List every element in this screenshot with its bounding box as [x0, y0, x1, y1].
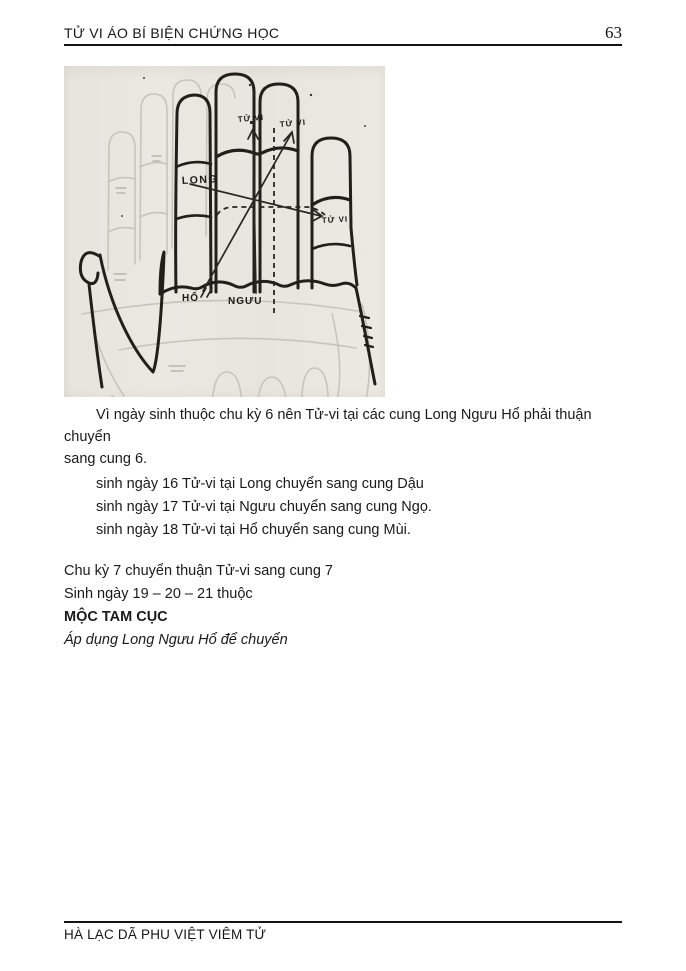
birthday-rule-list [64, 473, 622, 541]
label-nguu: NGƯU [228, 296, 263, 307]
body-text [64, 404, 622, 652]
author-name: HÀ LẠC DÃ PHU VIỆT VIÊM TỬ [64, 927, 267, 942]
label-long: LONG [181, 173, 219, 187]
cycle-7-line: Chu kỳ 7 chuyển thuận Tử-vi sang cung 7 [64, 563, 333, 579]
label-tuvi-middle: TỬ VI [237, 112, 265, 124]
label-tuvi-little: TỬ VI [321, 214, 349, 225]
paragraph-intro [64, 404, 622, 470]
rule-day-16: sinh ngày 16 Tử-vi tại Long chuyển sang cung Dậu [96, 476, 424, 492]
page-header [64, 24, 622, 46]
ghost-hand [82, 80, 370, 397]
book-title: TỬ VI ÁO BÍ BIỆN CHỨNG HỌC [64, 25, 280, 41]
rule-day-17: sinh ngày 17 Tử-vi tại Ngưu chuyển sang cung Ngọ. [96, 499, 432, 515]
page-footer [64, 921, 622, 942]
page-number: 63 [605, 23, 622, 42]
hand-outline [80, 74, 375, 387]
moc-tam-cuc-heading: MỘC TAM CỤC [64, 609, 168, 625]
paragraph-intro-line1: Vì ngày sinh thuộc chu kỳ 6 nên Tử-vi tại các cung Long Ngưu Hổ phải thuận chuyển [64, 407, 592, 445]
paragraph-intro-line2: sang cung 6. [64, 451, 148, 467]
hand-diagram-figure [64, 66, 385, 397]
apply-note: Áp dụng Long Ngưu Hổ để chuyển [64, 632, 288, 648]
label-ho: HỔ [182, 293, 199, 304]
rule-day-18: sinh ngày 18 Tử-vi tại Hổ chuyển sang cung Mùi. [96, 522, 411, 538]
hand-diagram [64, 66, 385, 397]
label-tuvi-ring: TỬ VI [279, 117, 307, 129]
birthdays-19-21-line: Sinh ngày 19 – 20 – 21 thuộc [64, 586, 253, 602]
cycle-7-section [64, 560, 622, 651]
